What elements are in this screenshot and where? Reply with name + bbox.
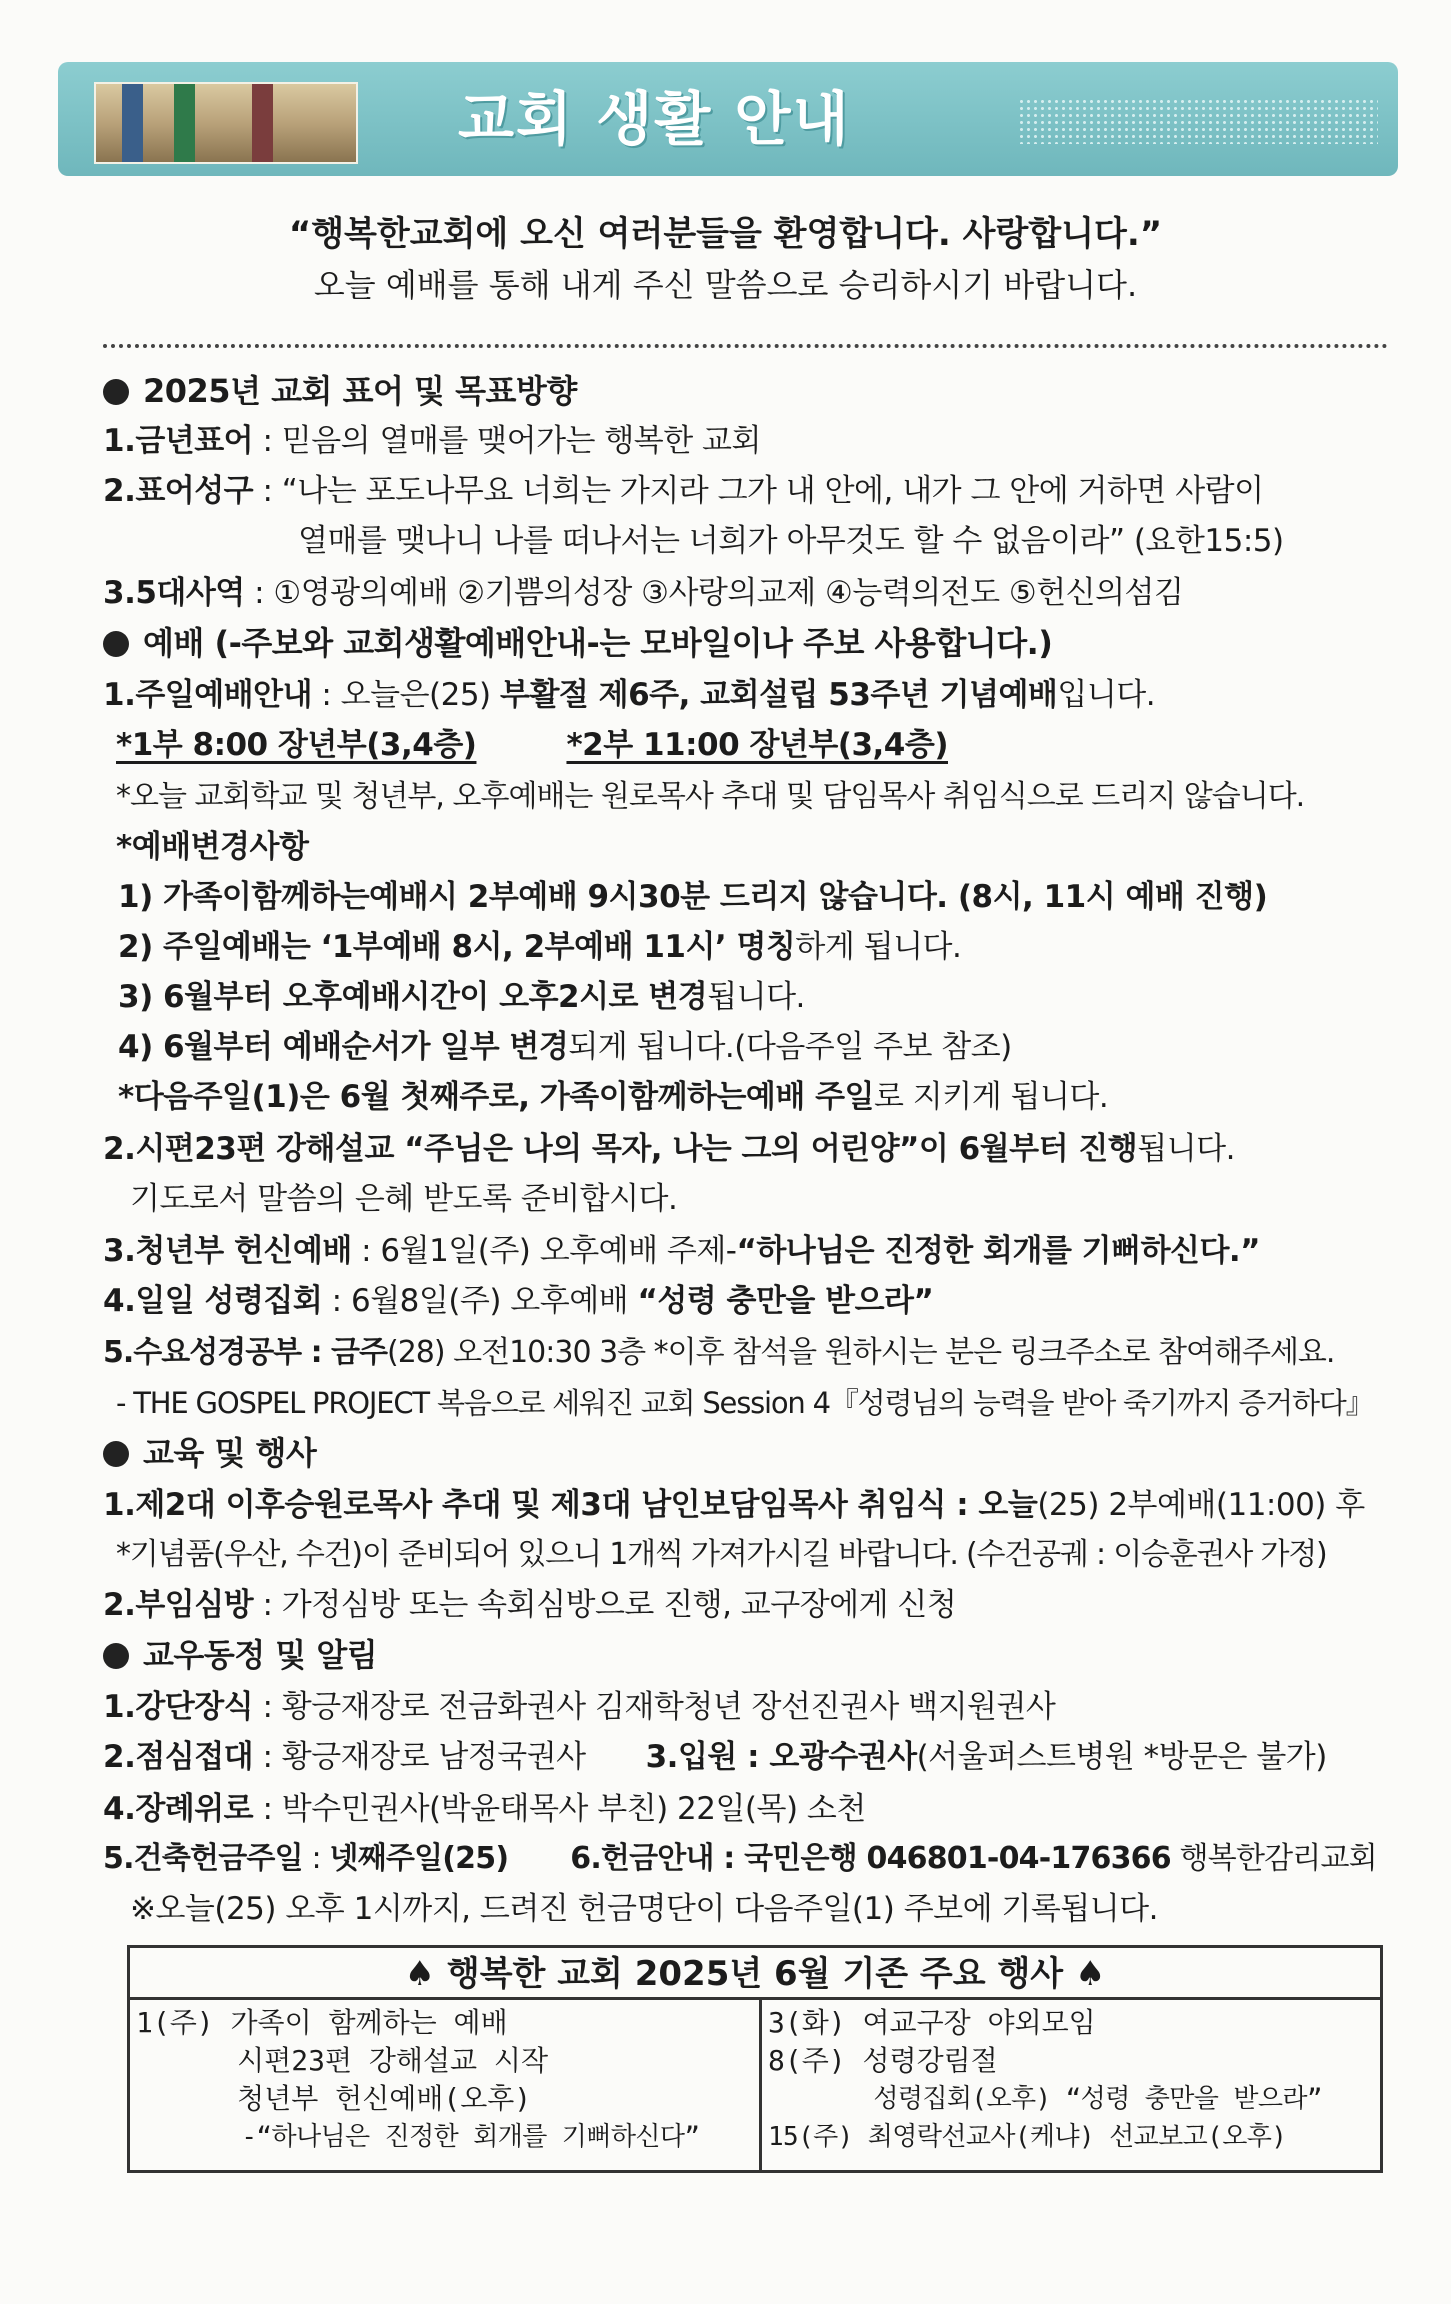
event-line: 성령집회(오후) “성령 충만을 받으라” xyxy=(768,2084,1322,2114)
item-label: 5.수요성경공부 : 금주 xyxy=(103,1335,387,1370)
item-text: : 6월8일(주) 오후예배 xyxy=(322,1283,638,1319)
event-line: 시편23편 강해설교 시작 xyxy=(136,2044,549,2077)
item-text: 되게 됩니다.(다음주일 주보 참조) xyxy=(568,1029,1012,1065)
event-line: 8(주) 성령강림절 xyxy=(768,2044,998,2077)
item-label: 4.장례위로 xyxy=(103,1791,254,1827)
item-label: 2.부임심방 xyxy=(103,1587,254,1623)
item-text: (서울퍼스트병원 *방문은 불가) xyxy=(916,1739,1327,1775)
item-label: 1.강단장식 xyxy=(103,1689,254,1725)
item-text: 됩니다. xyxy=(1137,1131,1235,1167)
condolence-line xyxy=(103,1786,866,1832)
june-events-box xyxy=(127,1945,1383,2173)
item-text: : 오늘은(25) xyxy=(312,677,501,713)
item-text: : 가정심방 또는 속회심방으로 진행, 교구장에게 신청 xyxy=(253,1587,957,1623)
worship-line-1 xyxy=(103,672,1155,718)
psalm-series-line-2: 기도로서 말씀의 은혜 받도록 준비합시다. xyxy=(130,1181,678,1217)
item-text: : ①영광의예배 ②기쁨의성장 ③사랑의교제 ④능력의전도 ⑤헌신의섬김 xyxy=(244,575,1184,611)
change-item-2 xyxy=(118,924,961,970)
church-interior-photo xyxy=(94,82,358,164)
youth-service-line xyxy=(103,1228,1260,1274)
item-emphasis: 부활절 제6주, 교회설립 53주년 기념예배 xyxy=(500,677,1058,713)
item-label: 2.표어성구 xyxy=(103,473,254,509)
item-text: : xyxy=(302,1841,330,1876)
wednesday-study-line xyxy=(103,1330,1334,1376)
service-2: *2부 11:00 장년부(3,4층) xyxy=(566,727,948,763)
motto-line xyxy=(103,418,761,464)
item-label: 3.청년부 헌신예배 xyxy=(103,1233,352,1269)
section-heading-worship xyxy=(103,620,1052,666)
offering-note: ※오늘(25) 오후 1시까지, 드려진 헌금명단이 다음주일(1) 주보에 기록됩니다. xyxy=(130,1891,1158,1927)
item-emphasis: : 오광수권사 xyxy=(736,1739,917,1775)
dotted-divider xyxy=(103,344,1388,348)
change-item-1: 1) 가족이함께하는예배시 2부예배 9시30분 드리지 않습니다. (8시, 11시 예배 진행) xyxy=(118,879,1268,915)
next-sunday-note xyxy=(118,1074,1108,1120)
event-line: 15(주) 최영락선교사(케냐) 선교보고(오후) xyxy=(768,2122,1287,2152)
spirit-meeting-line xyxy=(103,1278,933,1324)
lunch-hospital-line xyxy=(103,1734,1327,1780)
item-text: 됩니다. xyxy=(707,979,805,1015)
offering-line xyxy=(103,1836,1377,1882)
section-title: 교육 및 행사 xyxy=(143,1434,317,1472)
worship-note: *오늘 교회학교 및 청년부, 오후예배는 원로목사 추대 및 담임목사 취임식으로 드리지 않습니다. xyxy=(116,779,1305,814)
events-right-column xyxy=(762,2000,1383,2173)
item-text: : 박수민권사(박윤태목사 부친) 22일(목) 소천 xyxy=(253,1791,866,1827)
item-emphasis: 3) 6월부터 오후예배시간이 오후2시로 변경 xyxy=(118,979,708,1015)
item-label: 3.입원 xyxy=(645,1739,737,1775)
item-label: 1.제2대 이후승원로목사 추대 및 제3대 남인보담임목사 취임식 : 오늘 xyxy=(103,1487,1038,1523)
event-line: 1(주) 가족이 함께하는 예배 xyxy=(136,2006,508,2039)
welcome-line-2: 오늘 예배를 통해 내게 주신 말씀으로 승리하시기 바랍니다. xyxy=(313,266,1138,304)
item-emphasis: “하나님은 진정한 회개를 기뻐하신다.” xyxy=(736,1233,1261,1269)
item-emphasis: 2.시편23편 강해설교 “주님은 나의 목자, 나는 그의 어린양”이 6월부터 진행 xyxy=(103,1131,1138,1167)
event-line: -“하나님은 진정한 회개를 기뻐하신다” xyxy=(136,2122,700,2152)
item-text: : 6월1일(주) 오후예배 주제- xyxy=(351,1233,737,1269)
welcome-line-1: “행복한교회에 오신 여러분들을 환영합니다. 사랑합니다.” xyxy=(288,214,1163,254)
item-emphasis: *다음주일(1)은 6월 첫째주로, 가족이함께하는예배 주일 xyxy=(118,1079,874,1115)
item-text: 입니다. xyxy=(1057,677,1156,713)
item-text: 행복한감리교회 xyxy=(1170,1841,1377,1876)
section-heading-news xyxy=(103,1632,377,1678)
section-heading-motto xyxy=(103,368,577,414)
item-label: 2.점심접대 xyxy=(103,1739,254,1775)
worship-changes-heading: *예배변경사항 xyxy=(116,829,309,865)
item-text: (25) 2부예배(11:00) 후 xyxy=(1037,1487,1365,1523)
events-left-column xyxy=(130,2000,762,2173)
section-heading-events xyxy=(103,1430,316,1476)
bank-account: : 국민은행 046801-04-176366 xyxy=(713,1841,1171,1876)
item-emphasis: 2) 주일예배는 ‘1부예배 8시, 2부예배 11시’ 명칭 xyxy=(118,929,796,965)
bullet-icon xyxy=(103,1441,129,1467)
visitation-line xyxy=(103,1582,956,1628)
item-emphasis: 넷째주일(25) xyxy=(329,1841,509,1876)
change-item-3 xyxy=(118,974,805,1020)
item-text: 하게 됩니다. xyxy=(795,929,962,965)
bullet-icon xyxy=(103,379,129,405)
item-text: : 황긍재장로 남정국권사 xyxy=(253,1739,586,1775)
item-emphasis: 4) 6월부터 예배순서가 일부 변경 xyxy=(118,1029,569,1065)
event-line: 3(화) 여교구장 야외모임 xyxy=(768,2006,1096,2039)
item-text: : “나는 포도나무요 너희는 가지라 그가 내 안에, 내가 그 안에 거하면 사람이 xyxy=(253,473,1264,509)
item-label: 1.금년표어 xyxy=(103,423,254,459)
gospel-project-line: - THE GOSPEL PROJECT 복음으로 세워진 교회 Session 4『성령님의 능력을 받아 죽기까지 증거하다』 xyxy=(116,1386,1374,1420)
altar-flowers-line xyxy=(103,1684,1055,1730)
events-title: ♠ 행복한 교회 2025년 6월 기존 주요 행사 ♠ xyxy=(130,1948,1380,2000)
bullet-icon xyxy=(103,631,129,657)
psalm-series-line xyxy=(103,1126,1235,1172)
motto-verse-line-2: 열매를 맺나니 나를 떠나서는 너희가 아무것도 할 수 없음이라” (요한15:5) xyxy=(298,523,1284,559)
page-title: 교회 생활 안내 xyxy=(458,85,851,153)
service-1: *1부 8:00 장년부(3,4층) xyxy=(116,727,477,763)
section-title: 교우동정 및 알림 xyxy=(143,1636,378,1674)
item-text: 로 지키게 됩니다. xyxy=(874,1079,1109,1115)
section-title: 2025년 교회 표어 및 목표방향 xyxy=(143,372,577,410)
installation-line xyxy=(103,1482,1365,1528)
event-line: 청년부 헌신예배(오후) xyxy=(136,2082,532,2115)
header-banner xyxy=(58,62,1398,176)
item-label: 6.헌금안내 xyxy=(570,1841,714,1876)
change-item-4 xyxy=(118,1024,1012,1070)
motto-verse-line xyxy=(103,468,1264,514)
item-label: 3.5대사역 xyxy=(103,575,245,611)
item-label: 5.건축헌금주일 xyxy=(103,1841,303,1876)
item-emphasis: “성령 충만을 받으라” xyxy=(637,1283,934,1319)
item-label: 1.주일예배안내 xyxy=(103,677,313,713)
item-text: : 황긍재장로 전금화권사 김재학청년 장선진권사 백지원권사 xyxy=(253,1689,1056,1725)
service-times-line xyxy=(116,722,948,768)
section-title: 예배 (-주보와 교회생활예배안내-는 모바일이나 주보 사용합니다.) xyxy=(143,624,1053,662)
item-text: : 믿음의 열매를 맺어가는 행복한 교회 xyxy=(253,423,761,459)
dot-pattern-decoration xyxy=(1018,98,1378,144)
gift-note: *기념품(우산, 수건)이 준비되어 있으니 1개씩 가져가시길 바랍니다. (수건공궤 : 이승훈권사 가정) xyxy=(116,1537,1327,1572)
item-label: 4.일일 성령집회 xyxy=(103,1283,323,1319)
bullet-icon xyxy=(103,1643,129,1669)
item-text: (28) 오전10:30 3층 *이후 참석을 원하시는 분은 링크주소로 참여해주세요. xyxy=(387,1335,1335,1370)
ministries-line xyxy=(103,570,1183,616)
